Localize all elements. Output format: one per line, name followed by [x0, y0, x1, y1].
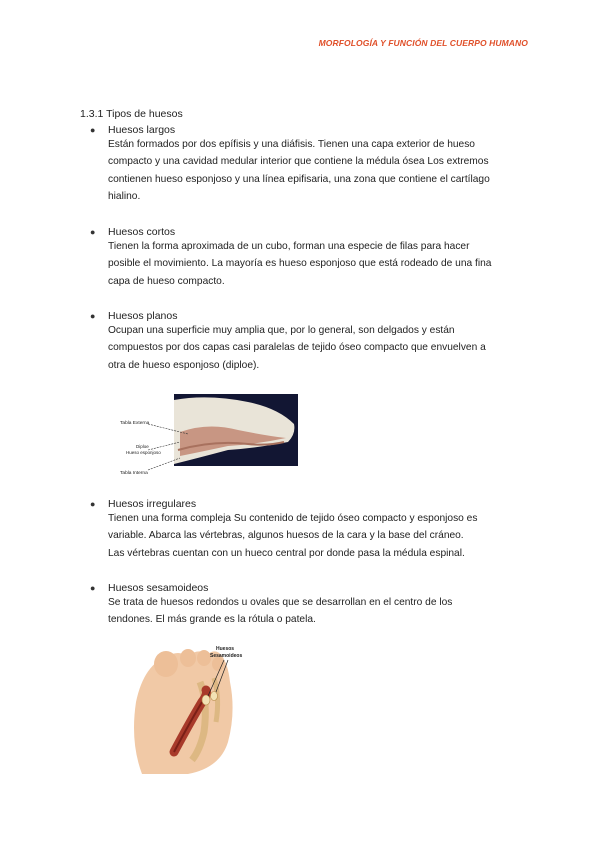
label-huesos: Huesos	[216, 646, 235, 652]
label-hueso-esponjoso: Hueso esponjoso	[126, 450, 161, 455]
list-item-huesos-largos	[90, 124, 530, 205]
item-body	[108, 322, 530, 374]
text-line: hialino.	[108, 190, 141, 202]
label-diploe: Diploe	[136, 444, 149, 449]
text-line: compuestos por dos capas casi paralelas de tejido óseo compacto que envuelven a	[108, 342, 486, 354]
text-line: posible el movimiento. La mayoría es hueso esponjoso que está rodeado de una fina	[108, 258, 492, 270]
list-item-huesos-cortos	[90, 226, 530, 290]
text-line: contienen hueso esponjoso y una línea epifisaria, una zona que contiene el cartílago	[108, 173, 490, 185]
item-title: Huesos cortos	[108, 226, 176, 238]
item-title: Huesos sesamoideos	[108, 582, 209, 594]
sesamoid-bone	[211, 692, 218, 701]
text-line: Tienen una forma compleja Su contenido de tejido óseo compacto y esponjoso es	[108, 513, 478, 524]
item-body	[108, 136, 530, 205]
section-title: 1.3.1 Tipos de huesos	[80, 108, 183, 120]
bullet-icon: ●	[90, 125, 96, 135]
bullet-icon: ●	[90, 499, 96, 509]
list-item-huesos-planos	[90, 310, 530, 374]
list-item-huesos-sesamoideos	[90, 582, 530, 629]
label-tabla-externa: Tabla Externa	[120, 421, 150, 426]
bullet-icon: ●	[90, 227, 96, 237]
label-sesamoideos: Sesamoideos	[210, 653, 243, 659]
label-tabla-interna: Tabla Interna	[120, 471, 148, 476]
text-line: Las vértebras cuentan con un hueco central por donde pasa la médula espinal.	[108, 547, 465, 559]
text-line: variable. Abarca las vértebras, algunos huesos de la cara y la base del cráneo.	[108, 530, 464, 542]
text-line: capa de hueso compacto.	[108, 275, 225, 287]
text-line: compacto y una cavidad medular interior que contiene la médula ósea Los extremos	[108, 156, 489, 168]
bullet-icon: ●	[90, 311, 96, 321]
list-item-huesos-irregulares	[90, 498, 530, 562]
text-line: Tienen la forma aproximada de un cubo, forman una especie de filas para hacer	[108, 241, 470, 252]
sesamoid-bone	[202, 695, 210, 705]
item-title: Huesos planos	[108, 310, 178, 322]
item-title: Huesos largos	[108, 124, 176, 136]
text-line: tendones. El más grande es la rótula o patela.	[108, 614, 316, 626]
text-line: Ocupan una superficie muy amplia que, por lo general, son delgados y están	[108, 325, 455, 336]
item-body	[108, 238, 530, 290]
page-header: MORFOLOGÍA Y FUNCIÓN DEL CUERPO HUMANO	[318, 38, 528, 48]
flat-bone-figure	[118, 392, 300, 476]
item-body	[108, 594, 530, 629]
item-title: Huesos irregulares	[108, 498, 197, 510]
foot-figure	[128, 642, 256, 776]
bullet-icon: ●	[90, 583, 96, 593]
item-body	[108, 510, 530, 562]
text-line: otra de hueso esponjoso (diploe).	[108, 359, 260, 371]
text-line: Se trata de huesos redondos u ovales que se desarrollan en el centro de los	[108, 597, 453, 608]
text-line: Están formados por dos epífisis y una diáfisis. Tienen una capa exterior de hueso	[108, 139, 475, 150]
